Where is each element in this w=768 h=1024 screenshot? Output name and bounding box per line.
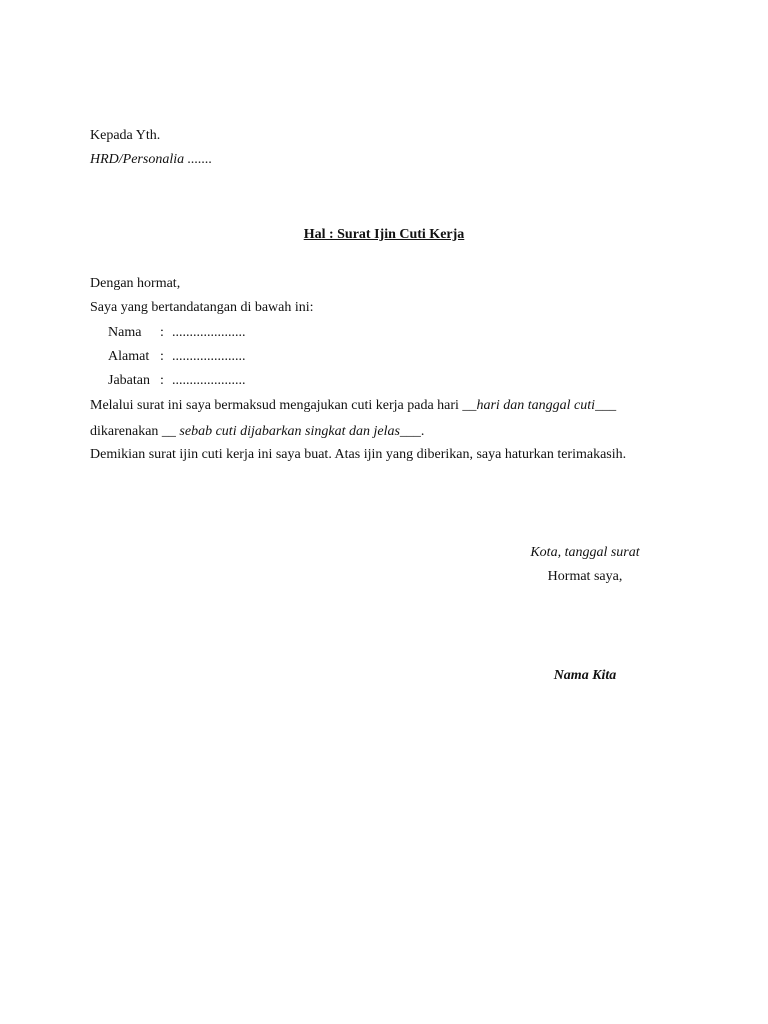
recipient-greeting: Kepada Yth.: [90, 128, 161, 143]
field-value: .....................: [172, 325, 246, 340]
request-prefix: Melalui surat ini saya bermaksud mengajukan cuti kerja pada hari __: [90, 398, 477, 413]
field-nama: [108, 324, 246, 342]
salutation: Dengan hormat,: [90, 276, 181, 291]
request-suffix: ___: [595, 398, 617, 413]
signature-name: Nama Kita: [553, 668, 617, 683]
field-label: Alamat: [108, 349, 150, 364]
field-separator: :: [160, 325, 164, 340]
letter-subject: Hal : Surat Ijin Cuti Kerja: [303, 227, 465, 242]
request-date: hari dan tanggal cuti: [476, 398, 596, 413]
field-separator: :: [160, 349, 164, 364]
signature-regards: Hormat saya,: [547, 569, 623, 584]
reason-paragraph: [90, 423, 424, 441]
reason-text: sebab cuti dijabarkan singkat dan jelas: [179, 424, 400, 439]
reason-suffix: ___.: [399, 424, 425, 439]
field-alamat: [108, 348, 246, 366]
field-jabatan: [108, 372, 246, 390]
recipient-department: HRD/Personalia .......: [90, 152, 213, 167]
field-value: .....................: [172, 373, 246, 388]
request-paragraph: [90, 397, 616, 415]
field-label: Jabatan: [108, 373, 150, 388]
field-value: .....................: [172, 349, 246, 364]
reason-prefix: dikarenakan __: [90, 424, 180, 439]
field-label: Nama: [108, 325, 142, 340]
intro-text: Saya yang bertandatangan di bawah ini:: [90, 300, 314, 315]
field-separator: :: [160, 373, 164, 388]
closing-paragraph: Demikian surat ijin cuti kerja ini saya buat. Atas ijin yang diberikan, saya haturkan terimakasih.: [90, 447, 627, 462]
signature-place-date: Kota, tanggal surat: [530, 545, 640, 560]
